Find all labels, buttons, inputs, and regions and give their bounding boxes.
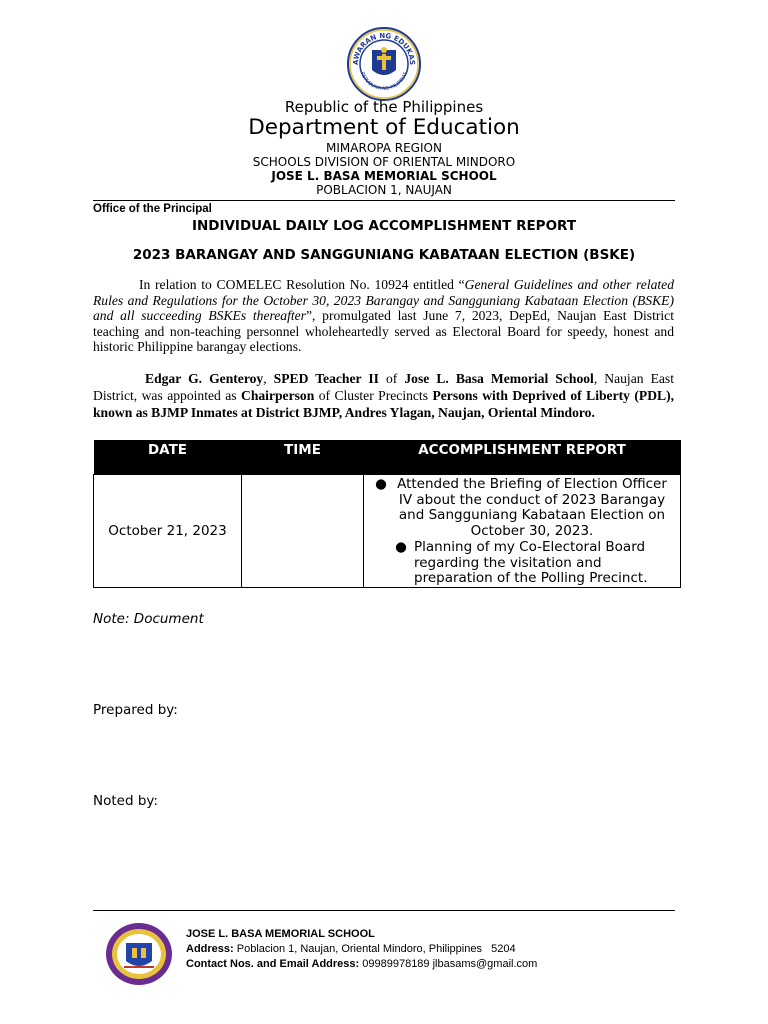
republic-line: Republic of the Philippines	[284, 98, 484, 116]
table-row	[94, 475, 681, 588]
intro-paragraph	[93, 277, 674, 355]
division-line: SCHOOLS DIVISION OF ORIENTAL MINDORO	[252, 155, 516, 169]
address-value: Poblacion 1, Naujan, Oriental Mindoro, Philippines 5204	[236, 943, 516, 955]
teacher-position: SPED Teacher II	[273, 371, 379, 386]
header-time: TIME	[242, 440, 364, 475]
accomplishment-cell	[364, 475, 681, 588]
region-line: MIMAROPA REGION	[326, 141, 442, 155]
header-date: DATE	[94, 440, 242, 475]
separator: ,	[263, 371, 274, 386]
prepared-by-label: Prepared by:	[93, 702, 178, 718]
header-divider	[93, 200, 675, 201]
accomplishment-item: Attended the Briefing of Election Officer IV about the conduct of 2023 Barangay and Sangguniang Kabataan Election on October 30, 2023.	[397, 476, 667, 540]
deped-seal	[346, 26, 422, 102]
footer-address	[186, 943, 516, 955]
assignment: Persons with Deprived of Liberty (PDL), known as BJMP Inmates at District BJMP, Andres Ylagan, Naujan, Oriental Mindoro.	[93, 388, 675, 420]
date-cell: October 21, 2023	[94, 475, 242, 588]
of-text: of	[378, 371, 405, 386]
footer-divider	[93, 910, 675, 911]
appointment-paragraph	[93, 370, 674, 421]
office-label: Office of the Principal	[93, 203, 212, 215]
cluster-text: of Cluster Precincts	[314, 388, 433, 403]
contact-label: Contact Nos. and Email Address:	[186, 958, 360, 970]
contact-value: 09989978189 jlbasams@gmail.com	[362, 958, 538, 970]
svg-text:REPUBLIKA NG PILIPINAS: REPUBLIKA NG PILIPINAS	[358, 71, 410, 93]
footer-contact	[186, 958, 537, 970]
department-title: Department of Education	[248, 115, 520, 140]
bullet-icon: ●	[375, 476, 387, 492]
svg-text:KAGAWARAN NG EDUKASYON: AWARAN NG EDUKAS	[351, 31, 417, 66]
report-subtitle: 2023 BARANGAY AND SANGGUNIANG KABATAAN ELECTION (BSKE)	[132, 247, 636, 263]
address-line: POBLACION 1, NAUJAN	[316, 183, 452, 197]
noted-by-label: Noted by:	[93, 793, 158, 809]
role: Chairperson	[241, 388, 315, 403]
table-header-row	[94, 440, 681, 475]
intro-text: In relation to COMELEC Resolution No. 10924 entitled “	[139, 277, 465, 292]
school-name: Jose L. Basa Memorial School	[404, 371, 594, 386]
intro-rest: ”, promulgated last June 7, 2023, DepEd, Naujan East District teaching and non-teaching personnel wholeheartedly served as Electoral Board for speedy, honest and historic Philippine barangay elections.	[93, 308, 674, 354]
school-seal	[104, 921, 174, 987]
accomplishment-item: Planning of my Co-Electoral Board regarding the visitation and preparation of the Polling Precinct.	[414, 538, 648, 587]
school-line: JOSE L. BASA MEMORIAL SCHOOL	[271, 169, 497, 183]
header-accomplishment: ACCOMPLISHMENT REPORT	[364, 440, 681, 475]
list-item	[372, 477, 674, 540]
note-label: Note: Document	[93, 611, 204, 627]
accomplishment-table	[93, 440, 681, 588]
teacher-name: Edgar G. Genteroy	[145, 371, 264, 386]
appointed-text: , Naujan East District, was appointed as	[93, 371, 674, 403]
footer-school: JOSE L. BASA MEMORIAL SCHOOL	[186, 928, 375, 940]
report-title: INDIVIDUAL DAILY LOG ACCOMPLISHMENT REPORT	[191, 218, 577, 234]
list-item	[372, 540, 674, 587]
time-cell	[242, 475, 364, 588]
resolution-title: General Guidelines and other related Rules and Regulations for the October 30, 2023 Barangay and Sangguniang Kabataan Election (BSKE) and all succeeding BSKEs thereafter	[93, 277, 674, 323]
address-label: Address:	[186, 943, 234, 955]
bullet-icon: ●	[395, 538, 407, 555]
